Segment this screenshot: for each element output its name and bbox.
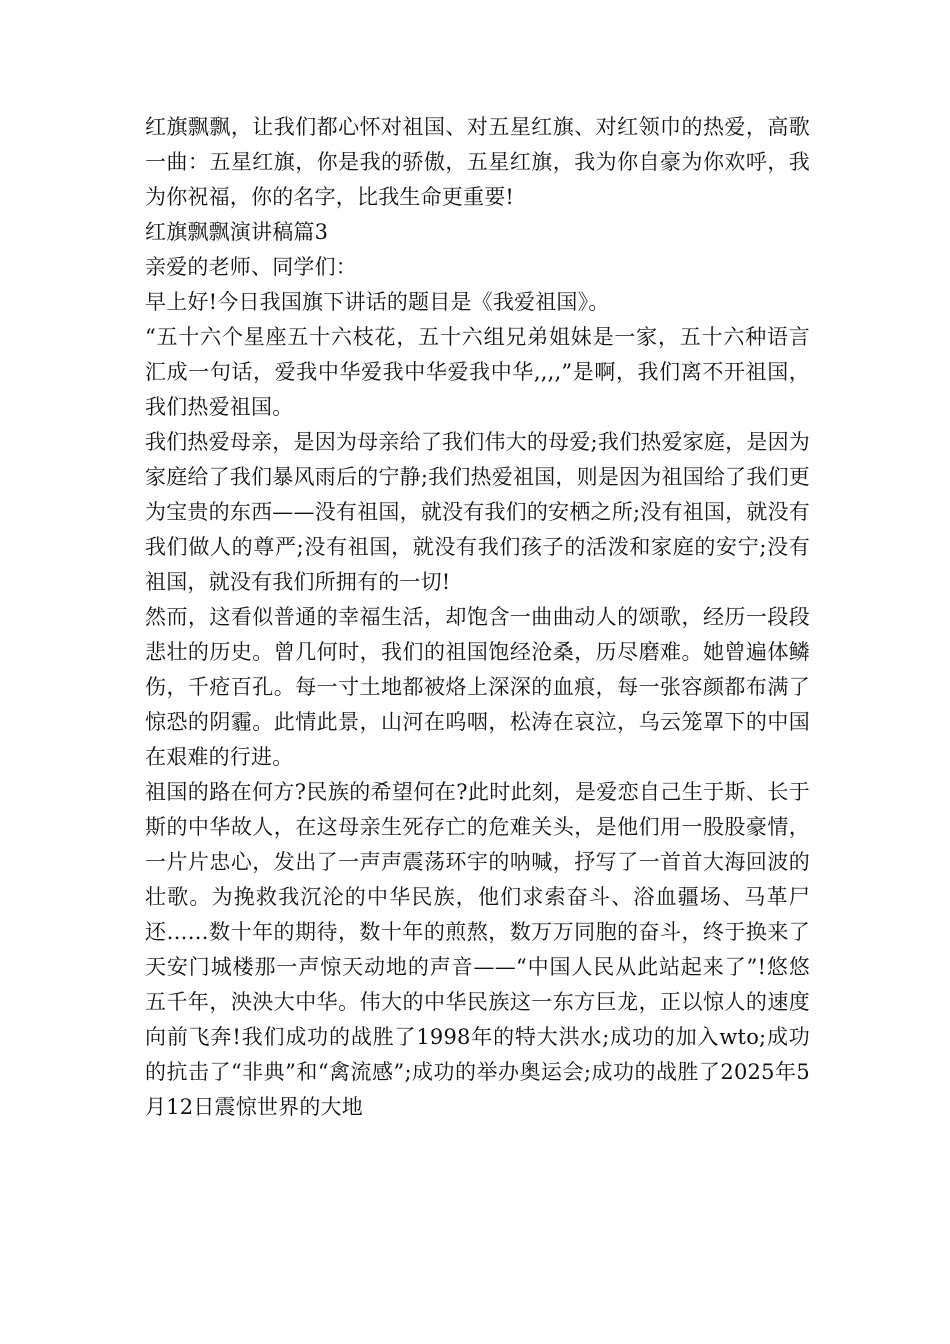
section-heading: 红旗飘飘演讲稿篇3 — [145, 220, 329, 244]
paragraph-quote: “五十六个星座五十六枝花，五十六组兄弟姐妹是一家，五十六种语言汇成一句话，爱我中华爱我中华爱我中华,,,,”是啊，我们离不开祖国，我们热爱祖国。 — [145, 325, 810, 419]
document-body — [145, 110, 810, 1125]
salutation: 亲爱的老师、同学们： — [145, 255, 357, 279]
paragraph-love: 我们热爱母亲，是因为母亲给了我们伟大的母爱;我们热爱家庭，是因为家庭给了我们暴风雨后的宁静;我们热爱祖国，则是因为祖国给了我们更为宝贵的东西——没有祖国，就没有我们的安栖之所;没有祖国，就没有我们做人的尊严;没有祖国，就没有我们孩子的活泼和家庭的安宁;没有祖国，就没有我们所拥有的一切! — [145, 430, 810, 594]
paragraph-greeting: 早上好!今日我国旗下讲话的题目是《我爱祖国》。 — [145, 290, 610, 314]
paragraph-history: 然而，这看似普通的幸福生活，却饱含一曲曲动人的颂歌，经历一段段悲壮的历史。曾几何时，我们的祖国饱经沧桑，历尽磨难。她曾遍体鳞伤，千疮百孔。每一寸土地都被烙上深深的血痕，每一张容颜都布满了惊恐的阴霾。此情此景，山河在呜咽，松涛在哀泣，乌云笼罩下的中国在艰难的行进。 — [145, 605, 810, 769]
paragraph-path: 祖国的路在何方?民族的希望何在?此时此刻，是爱恋自己生于斯、长于斯的中华故人，在这母亲生死存亡的危难关头，是他们用一股股豪情，一片片忠心，发出了一声声震荡环宇的呐喊，抒写了一首首大海回波的壮歌。为挽救我沉沦的中华民族，他们求索奋斗、浴血疆场、马革尸还……数十年的期待，数十年的煎熬，数万万同胞的奋斗，终于换来了天安门城楼那一声惊天动地的声音——“中国人民从此站起来了”!悠悠五千年，泱泱大中华。伟大的中华民族这一东方巨龙，正以惊人的速度向前飞奔!我们成功的战胜了1998年的特大洪水;成功的加入wto;成功的抗击了“非典”和“禽流感”;成功的举办奥运会;成功的战胜了2025年5月12日震惊世界的大地 — [145, 780, 810, 1119]
paragraph-1: 红旗飘飘，让我们都心怀对祖国、对五星红旗、对红领巾的热爱，高歌一曲：五星红旗，你是我的骄傲，五星红旗，我为你自豪为你欢呼，我为你祝福，你的名字，比我生命更重要! — [145, 115, 810, 209]
